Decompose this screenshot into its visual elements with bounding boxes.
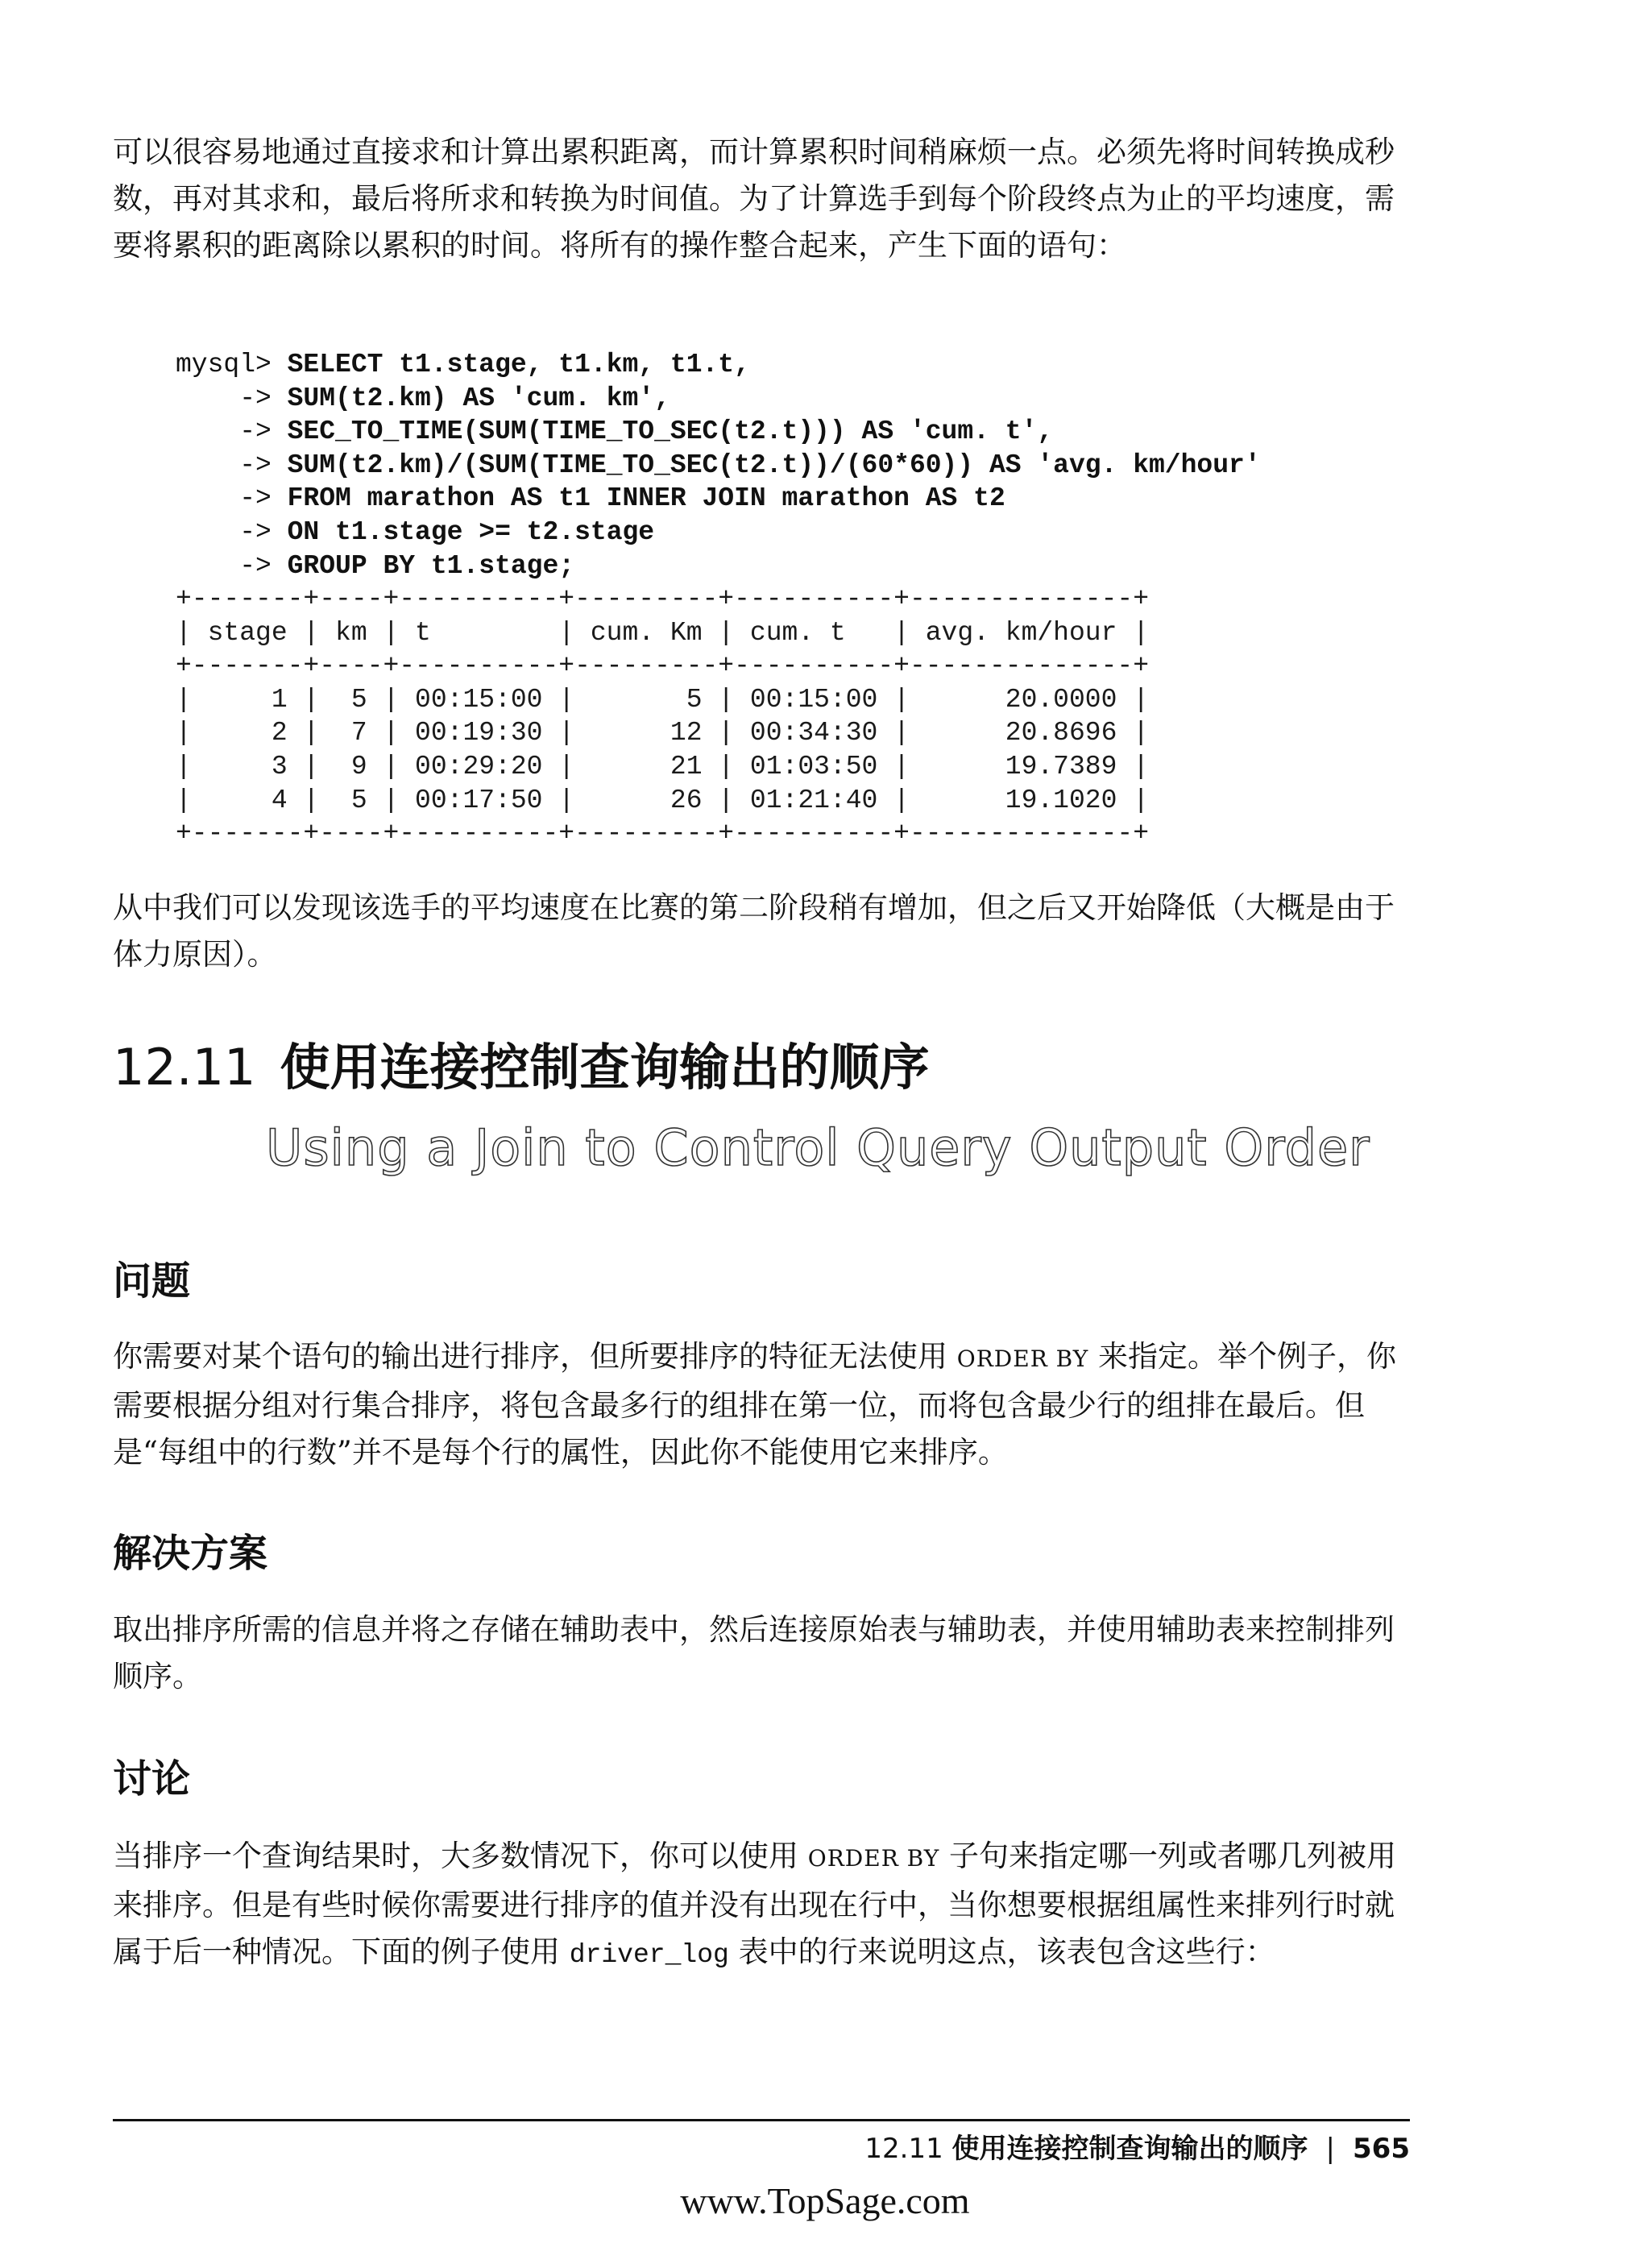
table-row: | 4 | 5 | 00:17:50 | 26 | 01:21:40 | 19.1020 |	[176, 785, 1149, 815]
order-by-keyword: ORDER BY	[807, 1845, 940, 1872]
code-cont-prompt: ->	[176, 417, 288, 447]
table-border-bottom: +-------+----+----------+---------+----------+--------------+	[176, 819, 1149, 849]
code-line-4: SUM(t2.km)/(SUM(TIME_TO_SEC(t2.t))/(60*60)) AS 'avg. km/hour'	[287, 450, 1261, 480]
code-cont-prompt: ->	[176, 383, 288, 413]
table-row: | 1 | 5 | 00:15:00 | 5 | 00:15:00 | 20.0000 |	[176, 684, 1149, 715]
section-subtitle: Using a Join to Control Query Output Order	[266, 1118, 1370, 1177]
problem-paragraph	[113, 1333, 1402, 1476]
solution-paragraph: 取出排序所需的信息并将之存储在辅助表中，然后连接原始表与辅助表，并使用辅助表来控制排列顺序。	[113, 1612, 1395, 1694]
problem-text-after: 来指定。举个例子，你需要根据分组对行集合排序，将包含最多行的组排在第一位，而将包含最少行的组排在最后。但是“每组中的行数”并不是每个行的属性，因此你不能使用它来排序。	[113, 1339, 1397, 1470]
order-by-keyword: ORDER BY	[956, 1345, 1089, 1372]
page-number: 565	[1353, 2133, 1410, 2165]
query-result-table	[176, 583, 1149, 851]
code-line-7: GROUP BY t1.stage;	[287, 550, 575, 581]
discussion-text-middle: 子句来指定哪一列或者哪几列被用来排序。但是有些时候你需要进行排序的值并没有出现在行中，当你想要根据组属性来排列行时就属于后一种情况。下面的例子使用	[113, 1839, 1397, 1969]
problem-text-before: 你需要对某个语句的输出进行排序，但所要排序的特征无法使用	[113, 1339, 957, 1374]
discussion-text-before: 当排序一个查询结果时，大多数情况下，你可以使用	[113, 1839, 808, 1873]
solution-heading: 解决方案	[113, 1531, 268, 1576]
discussion-heading: 讨论	[113, 1756, 191, 1802]
code-line-6: ON t1.stage >= t2.stage	[287, 516, 655, 547]
code-line-3: SEC_TO_TIME(SUM(TIME_TO_SEC(t2.t))) AS 'cum. t',	[287, 417, 1054, 447]
table-header-row: | stage | km | t | cum. Km | cum. t | avg. km/hour |	[176, 617, 1149, 648]
code-cont-prompt: ->	[176, 516, 288, 547]
footer-separator: |	[1325, 2133, 1336, 2165]
intro-paragraph: 可以很容易地通过直接求和计算出累积距离，而计算累积时间稍麻烦一点。必须先将时间转换成秒数，再对其求和，最后将所求和转换为时间值。为了计算选手到每个阶段终点为止的平均速度，需要将累积的距离除以累积的时间。将所有的操作整合起来，产生下面的语句：	[113, 135, 1395, 263]
table-row: | 3 | 9 | 00:29:20 | 21 | 01:03:50 | 19.7389 |	[176, 751, 1149, 782]
driver-log-table-name: driver_log	[569, 1940, 729, 1970]
table-border-top: +-------+----+----------+---------+----------+--------------+	[176, 584, 1149, 614]
code-line-2: SUM(t2.km) AS 'cum. km',	[287, 383, 670, 413]
footer-section-title: 使用连接控制查询输出的顺序	[951, 2133, 1308, 2165]
code-line-1: SELECT t1.stage, t1.km, t1.t,	[287, 350, 750, 379]
table-row: | 2 | 7 | 00:19:30 | 12 | 00:34:30 | 20.8696 |	[176, 718, 1149, 748]
code-line-5: FROM marathon AS t1 INNER JOIN marathon AS t2	[287, 483, 1005, 514]
code-cont-prompt: ->	[176, 450, 288, 480]
footer-section-number: 12.11	[864, 2133, 943, 2165]
section-number: 12.11	[113, 1038, 256, 1097]
table-border-mid: +-------+----+----------+---------+----------+--------------+	[176, 651, 1149, 682]
sql-code-block	[176, 348, 1261, 583]
code-cont-prompt: ->	[176, 483, 288, 514]
after-table-paragraph: 从中我们可以发现该选手的平均速度在比赛的第二阶段稍有增加，但之后又开始降低（大概是由于体力原因）。	[113, 890, 1395, 972]
code-prompt: mysql>	[176, 350, 288, 379]
running-footer	[864, 2129, 1410, 2169]
section-title	[113, 1035, 930, 1100]
code-cont-prompt: ->	[176, 550, 288, 581]
section-title-text: 使用连接控制查询输出的顺序	[280, 1038, 930, 1097]
website-watermark: www.TopSage.com	[680, 2180, 970, 2221]
discussion-paragraph	[113, 1833, 1402, 1979]
footer-rule	[113, 2119, 1410, 2121]
problem-heading: 问题	[113, 1258, 191, 1304]
discussion-text-after: 表中的行来说明这点，该表包含这些行：	[728, 1934, 1275, 1969]
